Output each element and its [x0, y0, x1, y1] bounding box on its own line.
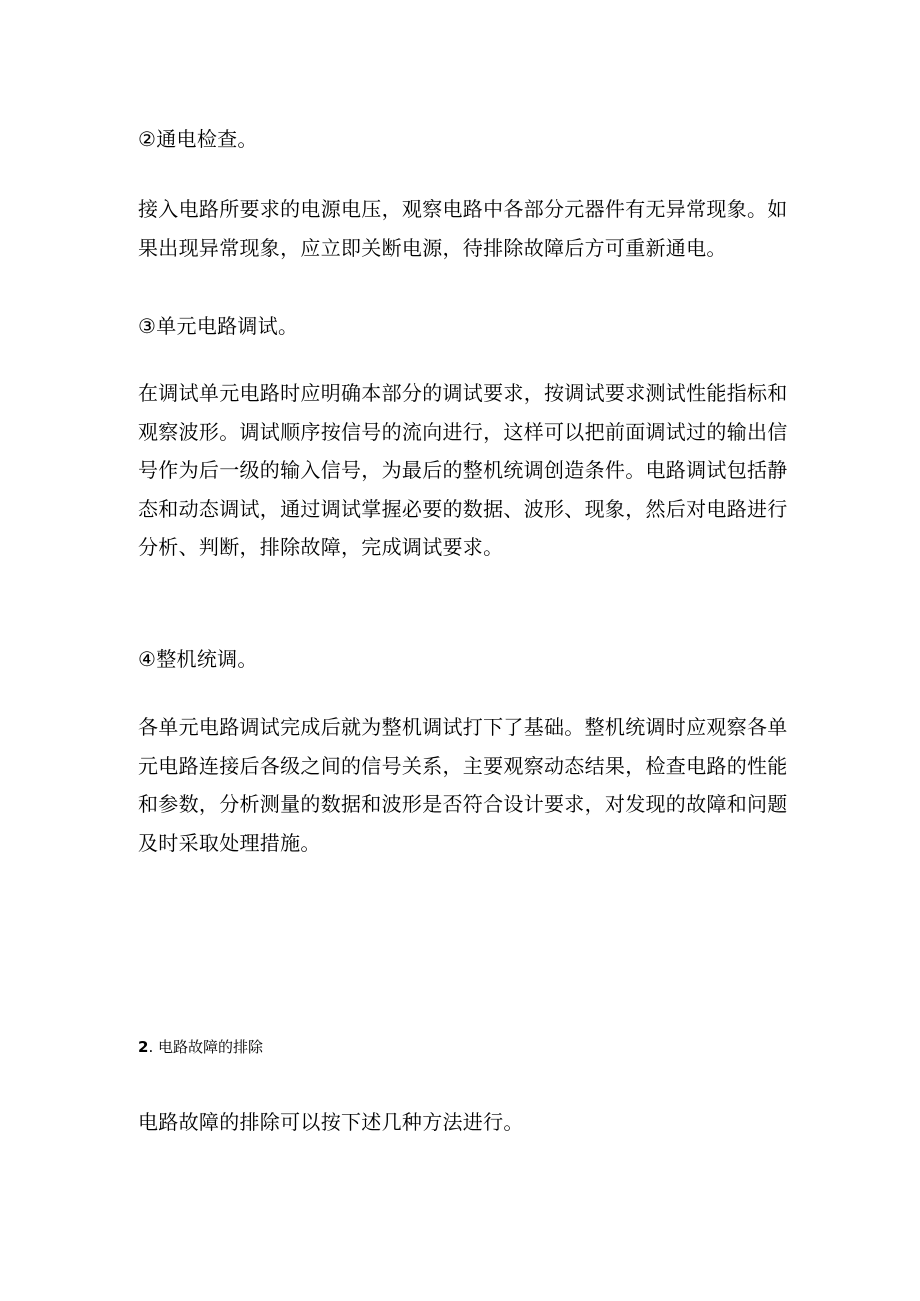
paragraph-line: 元电路连接后各级之间的信号关系，主要观察动态结果，检查电路的性能: [138, 753, 788, 778]
step-2-paragraph: [138, 190, 798, 267]
paragraph-line: 各单元电路调试完成后就为整机调试打下了基础。整机统调时应观察各单: [138, 715, 788, 739]
paragraph-line: 电路故障的排除可以按下述几种方法进行。: [138, 1110, 524, 1134]
heading-text: ③单元电路调试。: [138, 314, 299, 338]
step-4-heading: [138, 640, 798, 679]
paragraph-line: 及时采取处理措施。: [138, 830, 321, 855]
paragraph-line: 和参数，分析测量的数据和波形是否符合设计要求，对发现的故障和问题: [138, 792, 788, 816]
step-3-heading: [138, 307, 798, 346]
section-number: 2: [138, 1038, 149, 1056]
paragraph-line: 号作为后一级的输入信号，为最后的整机统调创造条件。电路调试包括静: [138, 458, 788, 482]
heading-text: ②通电检查。: [138, 127, 258, 151]
paragraph-line: 在调试单元电路时应明确本部分的调试要求，按调试要求测试性能指标和: [138, 381, 788, 405]
paragraph-line: 接入电路所要求的电源电压，观察电路中各部分元器件有无异常现象。如: [138, 197, 788, 221]
section-2-heading: [138, 1037, 263, 1057]
step-2-heading: [138, 120, 798, 159]
paragraph-line: 态和动态调试，通过调试掌握必要的数据、波形、现象，然后对电路进行: [138, 496, 788, 521]
step-4-paragraph: [138, 708, 798, 862]
paragraph-line: 观察波形。调试顺序按信号的流向进行，这样可以把前面调试过的输出信: [138, 419, 788, 444]
step-3-paragraph: [138, 374, 798, 567]
section-title: . 电路故障的排除: [148, 1038, 263, 1056]
paragraph-line: 分析、判断，排除故障，完成调试要求。: [138, 535, 504, 559]
paragraph-line: 果出现异常现象，应立即关断电源，待排除故障后方可重新通电。: [138, 235, 727, 260]
section-2-intro: [138, 1103, 798, 1142]
heading-text: ④整机统调。: [138, 647, 258, 671]
